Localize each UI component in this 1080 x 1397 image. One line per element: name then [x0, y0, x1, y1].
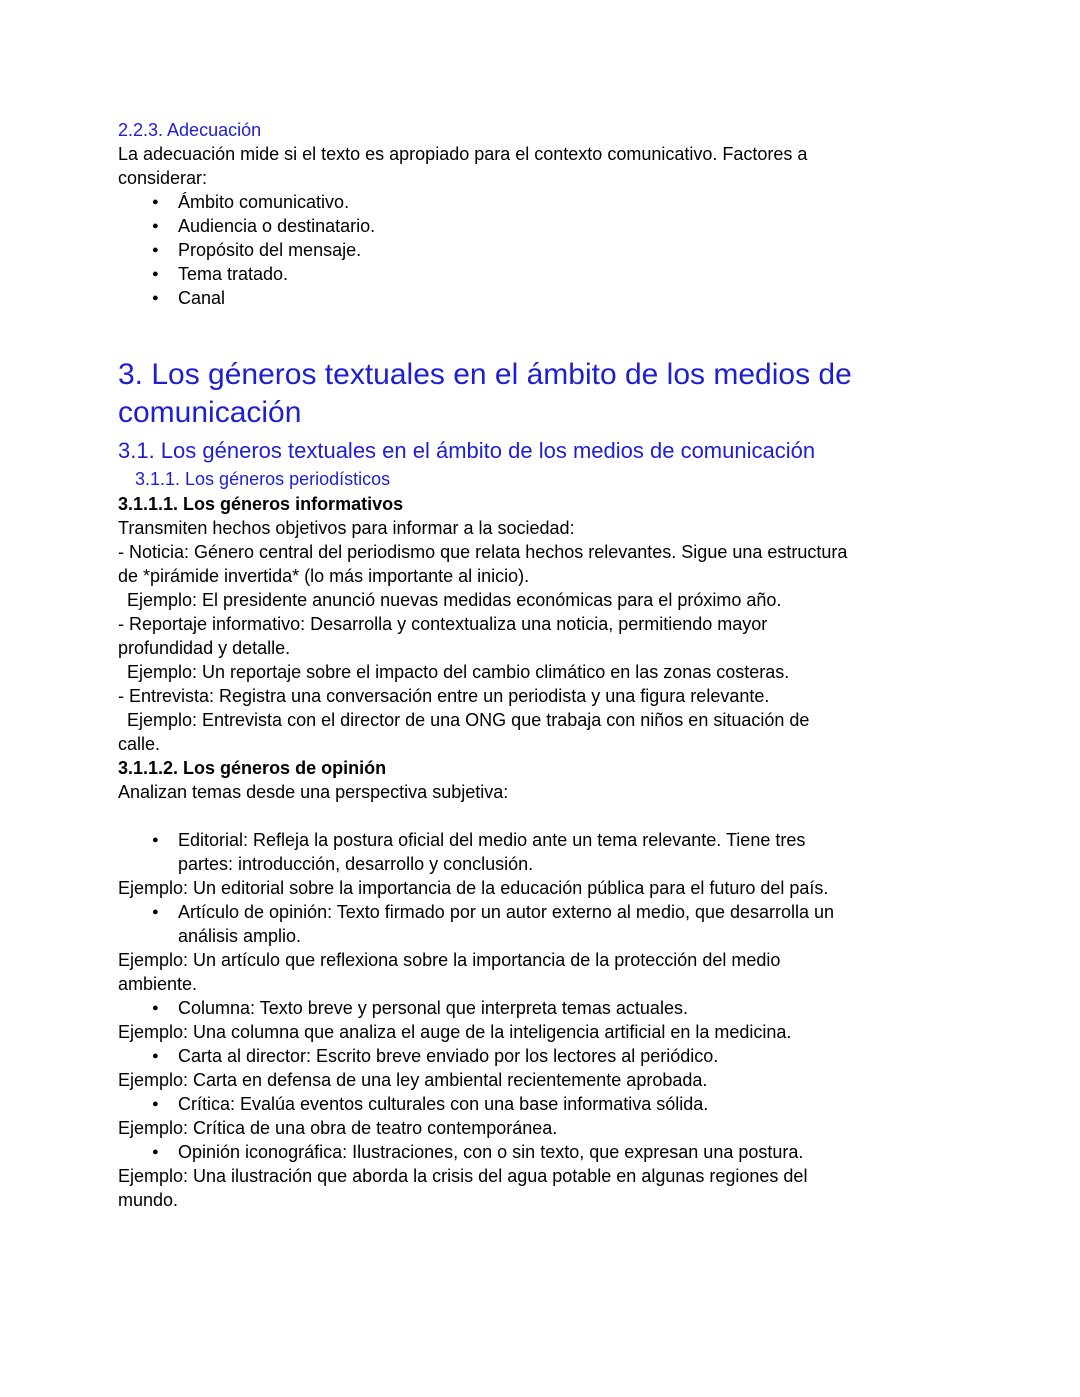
informativos-item-entrevista: - Entrevista: Registra una conversación entre un periodista y una figura relevante. [118, 686, 770, 706]
informativos-item-noticia: - Noticia: Género central del periodismo que relata hechos relevantes. Sigue una estructura de *pirámide invertida* (lo más importante al inicio). [118, 542, 848, 586]
bullet-icon: ● [152, 220, 159, 232]
opinion-ejemplo-iconografica: Ejemplo: Una ilustración que aborda la crisis del agua potable en algunas regiones del mundo. [118, 1166, 808, 1210]
bullet-icon: ● [152, 1146, 159, 1158]
informativos-ejemplo-entrevista: Ejemplo: Entrevista con el director de una ONG que trabaja con niños en situación de calle. [118, 710, 810, 754]
document-content [118, 118, 854, 1212]
informativos-item-reportaje: - Reportaje informativo: Desarrolla y contextualiza una noticia, permitiendo mayor profundidad y detalle. [118, 614, 768, 658]
heading-3-generos-periodisticos: 3.1.1. Los géneros periodísticos [135, 469, 391, 489]
list-item-text: Carta al director: Escrito breve enviado por los lectores al periódico. [178, 1046, 719, 1066]
bullet-icon: ● [152, 292, 159, 304]
opinion-ejemplo-carta: Ejemplo: Carta en defensa de una ley ambiental recientemente aprobada. [118, 1070, 708, 1090]
list-item-text: Columna: Texto breve y personal que interpreta temas actuales. [178, 998, 688, 1018]
opinion-item-columna [118, 996, 854, 1020]
bullet-icon: ● [152, 196, 159, 208]
opinion-ejemplo-critica: Ejemplo: Crítica de una obra de teatro contemporánea. [118, 1118, 558, 1138]
list-item-text: Ámbito comunicativo. [178, 192, 350, 212]
bullet-icon: ● [152, 1050, 159, 1062]
bullet-icon: ● [152, 834, 159, 846]
opinion-item-editorial [118, 828, 854, 876]
list-item [118, 190, 854, 214]
bullet-icon: ● [152, 268, 159, 280]
adecuacion-intro-paragraph: La adecuación mide si el texto es apropiado para el contexto comunicativo. Factores a considerar: [118, 144, 808, 188]
opinion-item-carta [118, 1044, 854, 1068]
list-item [118, 286, 854, 310]
opinion-intro-paragraph: Analizan temas desde una perspectiva subjetiva: [118, 782, 509, 802]
informativos-ejemplo-reportaje: Ejemplo: Un reportaje sobre el impacto del cambio climático en las zonas costeras. [127, 662, 790, 682]
informativos-ejemplo-noticia: Ejemplo: El presidente anunció nuevas medidas económicas para el próximo año. [127, 590, 782, 610]
opinion-ejemplo-editorial: Ejemplo: Un editorial sobre la importancia de la educación pública para el futuro del país. [118, 878, 829, 898]
list-item-text: Opinión iconográfica: Ilustraciones, con o sin texto, que expresan una postura. [178, 1142, 804, 1162]
blank-line [118, 804, 854, 828]
opinion-item-iconografica [118, 1140, 854, 1164]
list-item [118, 214, 854, 238]
list-item-text: Canal [178, 288, 226, 308]
list-item-text: Tema tratado. [178, 264, 289, 284]
bullet-icon: ● [152, 1098, 159, 1110]
list-item-text: Audiencia o destinatario. [178, 216, 376, 236]
opinion-item-critica [118, 1092, 854, 1116]
heading-generos-informativos: 3.1.1.1. Los géneros informativos [118, 494, 404, 514]
bullet-icon: ● [152, 1002, 159, 1014]
list-item-text: Propósito del mensaje. [178, 240, 362, 260]
list-item-text: Crítica: Evalúa eventos culturales con una base informativa sólida. [178, 1094, 709, 1114]
list-item-text: Editorial: Refleja la postura oficial del medio ante un tema relevante. Tiene tres partes: introducción, desarrollo y conclusión. [178, 830, 806, 874]
section-heading-adecuacion: 2.2.3. Adecuación [118, 120, 262, 140]
informativos-intro-paragraph: Transmiten hechos objetivos para informar a la sociedad: [118, 518, 575, 538]
list-item [118, 262, 854, 286]
opinion-ejemplo-articulo: Ejemplo: Un artículo que reflexiona sobre la importancia de la protección del medio ambiente. [118, 950, 781, 994]
bullet-icon: ● [152, 906, 159, 918]
list-item [118, 238, 854, 262]
heading-1-generos-textuales: 3. Los géneros textuales en el ámbito de los medios de comunicación [118, 358, 852, 429]
list-item-text: Artículo de opinión: Texto firmado por un autor externo al medio, que desarrolla un análisis amplio. [178, 902, 835, 946]
bullet-icon: ● [152, 244, 159, 256]
opinion-ejemplo-columna: Ejemplo: Una columna que analiza el auge de la inteligencia artificial en la medicina. [118, 1022, 792, 1042]
heading-generos-opinion: 3.1.1.2. Los géneros de opinión [118, 758, 387, 778]
opinion-item-articulo [118, 900, 854, 948]
heading-2-generos-textuales: 3.1. Los géneros textuales en el ámbito de los medios de comunicación [118, 438, 816, 463]
adecuacion-bullet-list [118, 190, 854, 310]
